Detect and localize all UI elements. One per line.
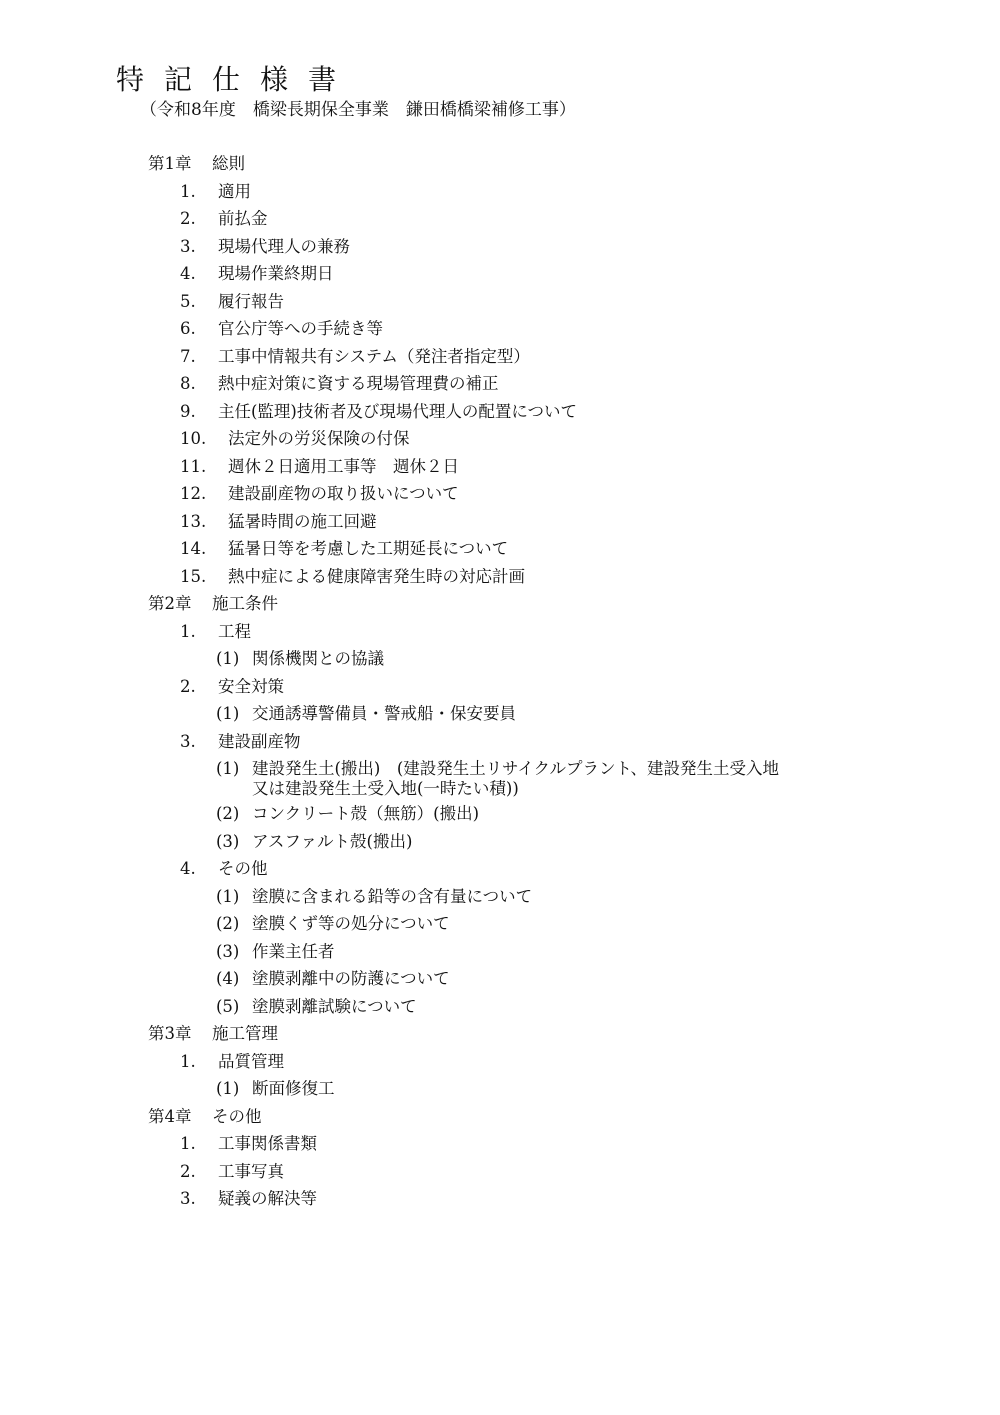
item-title: 工程 [218, 622, 251, 641]
item-number: 1. [180, 1134, 196, 1153]
item-number: 15. [180, 567, 207, 586]
subitem-continuation: 又は建設発生土受入地(一時たい積)) [252, 779, 519, 798]
item-title: 工事中情報共有システム（発注者指定型） [218, 347, 530, 366]
item-number: 1. [180, 182, 196, 201]
item-number: 9. [180, 402, 196, 421]
item-title: 前払金 [218, 209, 268, 228]
item-number: 2. [180, 209, 196, 228]
item-number: 1. [180, 622, 196, 641]
subitem-title: 塗膜剥離試験について [252, 997, 417, 1016]
toc-item [180, 858, 268, 880]
toc-subitem [216, 803, 479, 825]
toc-item [180, 263, 334, 285]
subitem-number: (1) [216, 704, 240, 723]
toc-item [180, 456, 459, 478]
toc-item [180, 1133, 317, 1155]
item-number: 10. [180, 429, 207, 448]
item-title: 法定外の労災保険の付保 [228, 429, 410, 448]
toc-item [180, 1161, 284, 1183]
toc-subitem [216, 703, 516, 725]
toc-item [180, 318, 383, 340]
subitem-number: (4) [216, 969, 240, 988]
item-title: 建設副産物の取り扱いについて [228, 484, 459, 503]
subitem-title: 作業主任者 [252, 942, 335, 961]
item-title: 工事関係書類 [218, 1134, 317, 1153]
subitem-number: (5) [216, 997, 240, 1016]
document-title: 特記仕様書 [116, 63, 357, 96]
subitem-title: 塗膜剥離中の防護について [252, 969, 450, 988]
item-number: 6. [180, 319, 196, 338]
chapter-1-heading [148, 153, 245, 175]
subitem-number: (1) [216, 649, 240, 668]
document-subtitle: （令和8年度 橋梁長期保全事業 鎌田橋橋梁補修工事） [140, 100, 576, 120]
toc-item [180, 1188, 317, 1210]
item-title: 週休２日適用工事等 週休２日 [228, 457, 459, 476]
item-number: 12. [180, 484, 207, 503]
toc-subitem [216, 913, 450, 935]
item-number: 4. [180, 264, 196, 283]
toc-item [180, 208, 268, 230]
item-number: 11. [180, 457, 207, 476]
subitem-title: 塗膜くず等の処分について [252, 914, 450, 933]
toc-subitem [216, 831, 412, 853]
toc-subitem [216, 996, 417, 1018]
item-number: 3. [180, 732, 196, 751]
subitem-number: (1) [216, 759, 240, 778]
subitem-title: アスファルト殻(搬出) [252, 832, 413, 851]
subitem-number: (2) [216, 804, 240, 823]
item-title: 現場代理人の兼務 [218, 237, 350, 256]
toc-item [180, 373, 499, 395]
toc-subitem [216, 968, 450, 990]
toc-item [180, 621, 251, 643]
toc-subitem [216, 886, 532, 908]
item-title: 履行報告 [218, 292, 284, 311]
chapter-number: 第3章 [148, 1024, 192, 1043]
subitem-number: (2) [216, 914, 240, 933]
toc-subitem [216, 1078, 335, 1100]
subitem-title: 交通誘導警備員・警戒船・保安要員 [252, 704, 516, 723]
chapter-number: 第4章 [148, 1107, 192, 1126]
item-title: 猛暑時間の施工回避 [228, 512, 377, 531]
subitem-number: (3) [216, 942, 240, 961]
item-title: 熱中症対策に資する現場管理費の補正 [218, 374, 499, 393]
item-title: 建設副産物 [218, 732, 301, 751]
subitem-title: 塗膜に含まれる鉛等の含有量について [252, 887, 533, 906]
item-title: 安全対策 [218, 677, 284, 696]
item-number: 7. [180, 347, 196, 366]
item-title: その他 [218, 859, 268, 878]
toc-subitem [216, 758, 779, 780]
item-title: 官公庁等への手続き等 [218, 319, 383, 338]
chapter-3-heading [148, 1023, 278, 1045]
item-title: 疑義の解決等 [218, 1189, 317, 1208]
toc-item [180, 236, 350, 258]
subitem-title: 関係機関との協議 [252, 649, 384, 668]
toc-item [180, 566, 525, 588]
chapter-2-heading [148, 593, 278, 615]
subitem-title: 断面修復工 [252, 1079, 335, 1098]
item-number: 3. [180, 1189, 196, 1208]
toc-item [180, 538, 508, 560]
item-number: 2. [180, 1162, 196, 1181]
toc-subitem [216, 941, 335, 963]
item-number: 3. [180, 237, 196, 256]
subitem-number: (1) [216, 1079, 240, 1098]
toc-item [180, 181, 251, 203]
toc-item [180, 291, 284, 313]
toc-item [180, 401, 577, 423]
item-number: 2. [180, 677, 196, 696]
chapter-title: 施工管理 [212, 1024, 278, 1043]
subitem-title: コンクリート殻（無筋）(搬出) [252, 804, 480, 823]
item-title: 品質管理 [218, 1052, 284, 1071]
item-number: 13. [180, 512, 207, 531]
toc-item [180, 346, 530, 368]
subitem-title: 建設発生土(搬出) (建設発生土リサイクルプラント、建設発生土受入地 [252, 759, 780, 778]
item-title: 猛暑日等を考慮した工期延長について [228, 539, 509, 558]
item-title: 工事写真 [218, 1162, 284, 1181]
item-number: 8. [180, 374, 196, 393]
item-number: 1. [180, 1052, 196, 1071]
item-title: 熱中症による健康障害発生時の対応計画 [228, 567, 525, 586]
toc-item [180, 1051, 284, 1073]
item-title: 現場作業終期日 [218, 264, 334, 283]
subitem-number: (3) [216, 832, 240, 851]
chapter-title: 施工条件 [212, 594, 278, 613]
toc-item [180, 428, 410, 450]
toc-item [180, 676, 284, 698]
chapter-number: 第2章 [148, 594, 192, 613]
chapter-4-heading [148, 1106, 262, 1128]
item-title: 適用 [218, 182, 251, 201]
chapter-title: 総則 [212, 154, 245, 173]
item-title: 主任(監理)技術者及び現場代理人の配置について [218, 402, 578, 421]
chapter-number: 第1章 [148, 154, 192, 173]
chapter-title: その他 [212, 1107, 262, 1126]
toc-item [180, 511, 377, 533]
subitem-number: (1) [216, 887, 240, 906]
toc-item [180, 483, 459, 505]
toc-item [180, 731, 301, 753]
item-number: 14. [180, 539, 207, 558]
item-number: 5. [180, 292, 196, 311]
toc-subitem [216, 648, 384, 670]
item-number: 4. [180, 859, 196, 878]
